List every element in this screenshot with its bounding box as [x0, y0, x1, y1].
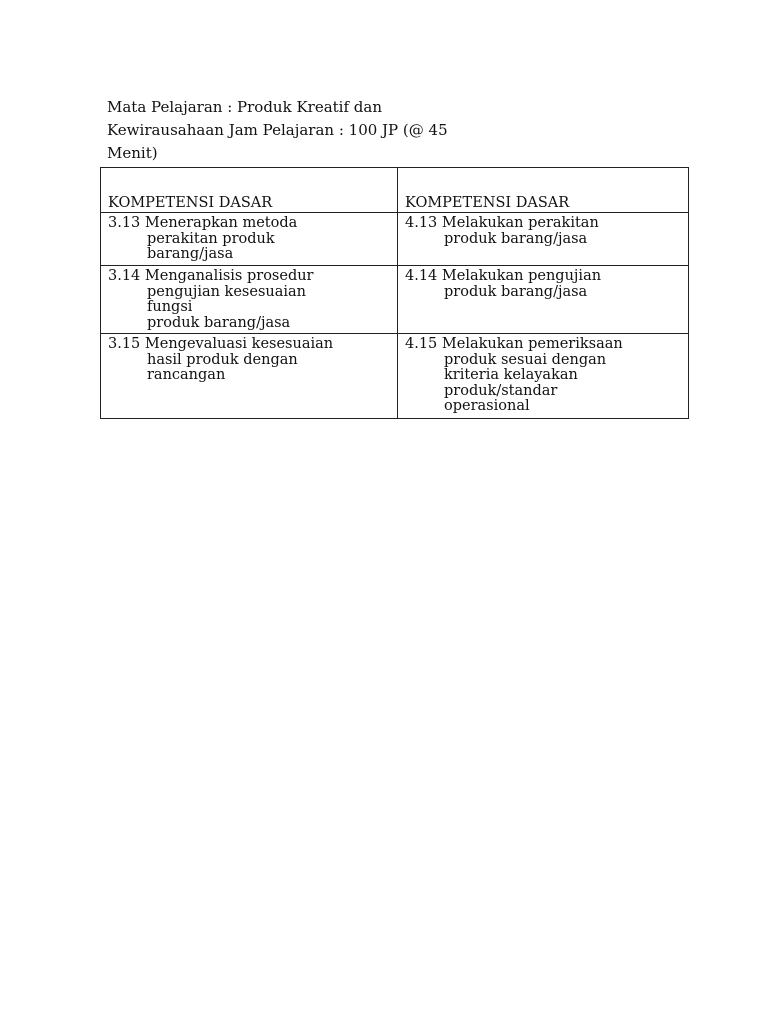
document-intro	[107, 96, 527, 165]
cell-line: 3.13 Menerapkan metoda	[108, 215, 298, 231]
cell-line: hasil produk dengan	[147, 351, 298, 368]
header-left: KOMPETENSI DASAR	[101, 168, 398, 213]
table-row	[101, 266, 689, 334]
cell-line: 4.13 Melakukan perakitan	[405, 215, 599, 231]
cell-line: produk sesuai dengan	[444, 351, 607, 368]
cell-line: perakitan produk	[147, 230, 275, 247]
kompetensi-dasar-table	[100, 167, 689, 419]
cell-line: produk barang/jasa	[444, 230, 588, 247]
kd-cell-4-15	[398, 334, 689, 419]
header-right: KOMPETENSI DASAR	[398, 168, 689, 213]
cell-line: 3.15 Mengevaluasi kesesuaian	[108, 336, 334, 352]
cell-line: 4.15 Melakukan pemeriksaan	[405, 336, 623, 352]
kd-cell-3-14	[101, 266, 398, 334]
cell-line: 3.14 Menganalisis prosedur	[108, 268, 314, 284]
cell-line: operasional	[444, 398, 530, 414]
cell-line: barang/jasa	[147, 246, 234, 262]
kd-cell-3-15	[101, 334, 398, 419]
cell-line: 4.14 Melakukan pengujian	[405, 268, 602, 284]
kd-cell-4-14	[398, 266, 689, 334]
cell-line: rancangan	[147, 367, 226, 383]
intro-line-subject: Mata Pelajaran : Produk Kreatif dan	[107, 98, 382, 116]
cell-line: produk barang/jasa	[147, 314, 291, 331]
cell-line: fungsi	[147, 299, 193, 315]
intro-line-minutes: Menit)	[107, 144, 158, 162]
cell-line: kriteria kelayakan	[444, 367, 578, 383]
table-header-row	[101, 168, 689, 213]
table-row	[101, 334, 689, 419]
kd-cell-3-13	[101, 213, 398, 266]
kd-cell-4-13	[398, 213, 689, 266]
cell-line: produk barang/jasa	[444, 283, 588, 300]
table-row	[101, 213, 689, 266]
cell-line: produk/standar	[444, 382, 558, 399]
cell-line: pengujian kesesuaian	[147, 283, 306, 300]
intro-line-hours: Kewirausahaan Jam Pelajaran : 100 JP (@ 45	[107, 121, 448, 139]
